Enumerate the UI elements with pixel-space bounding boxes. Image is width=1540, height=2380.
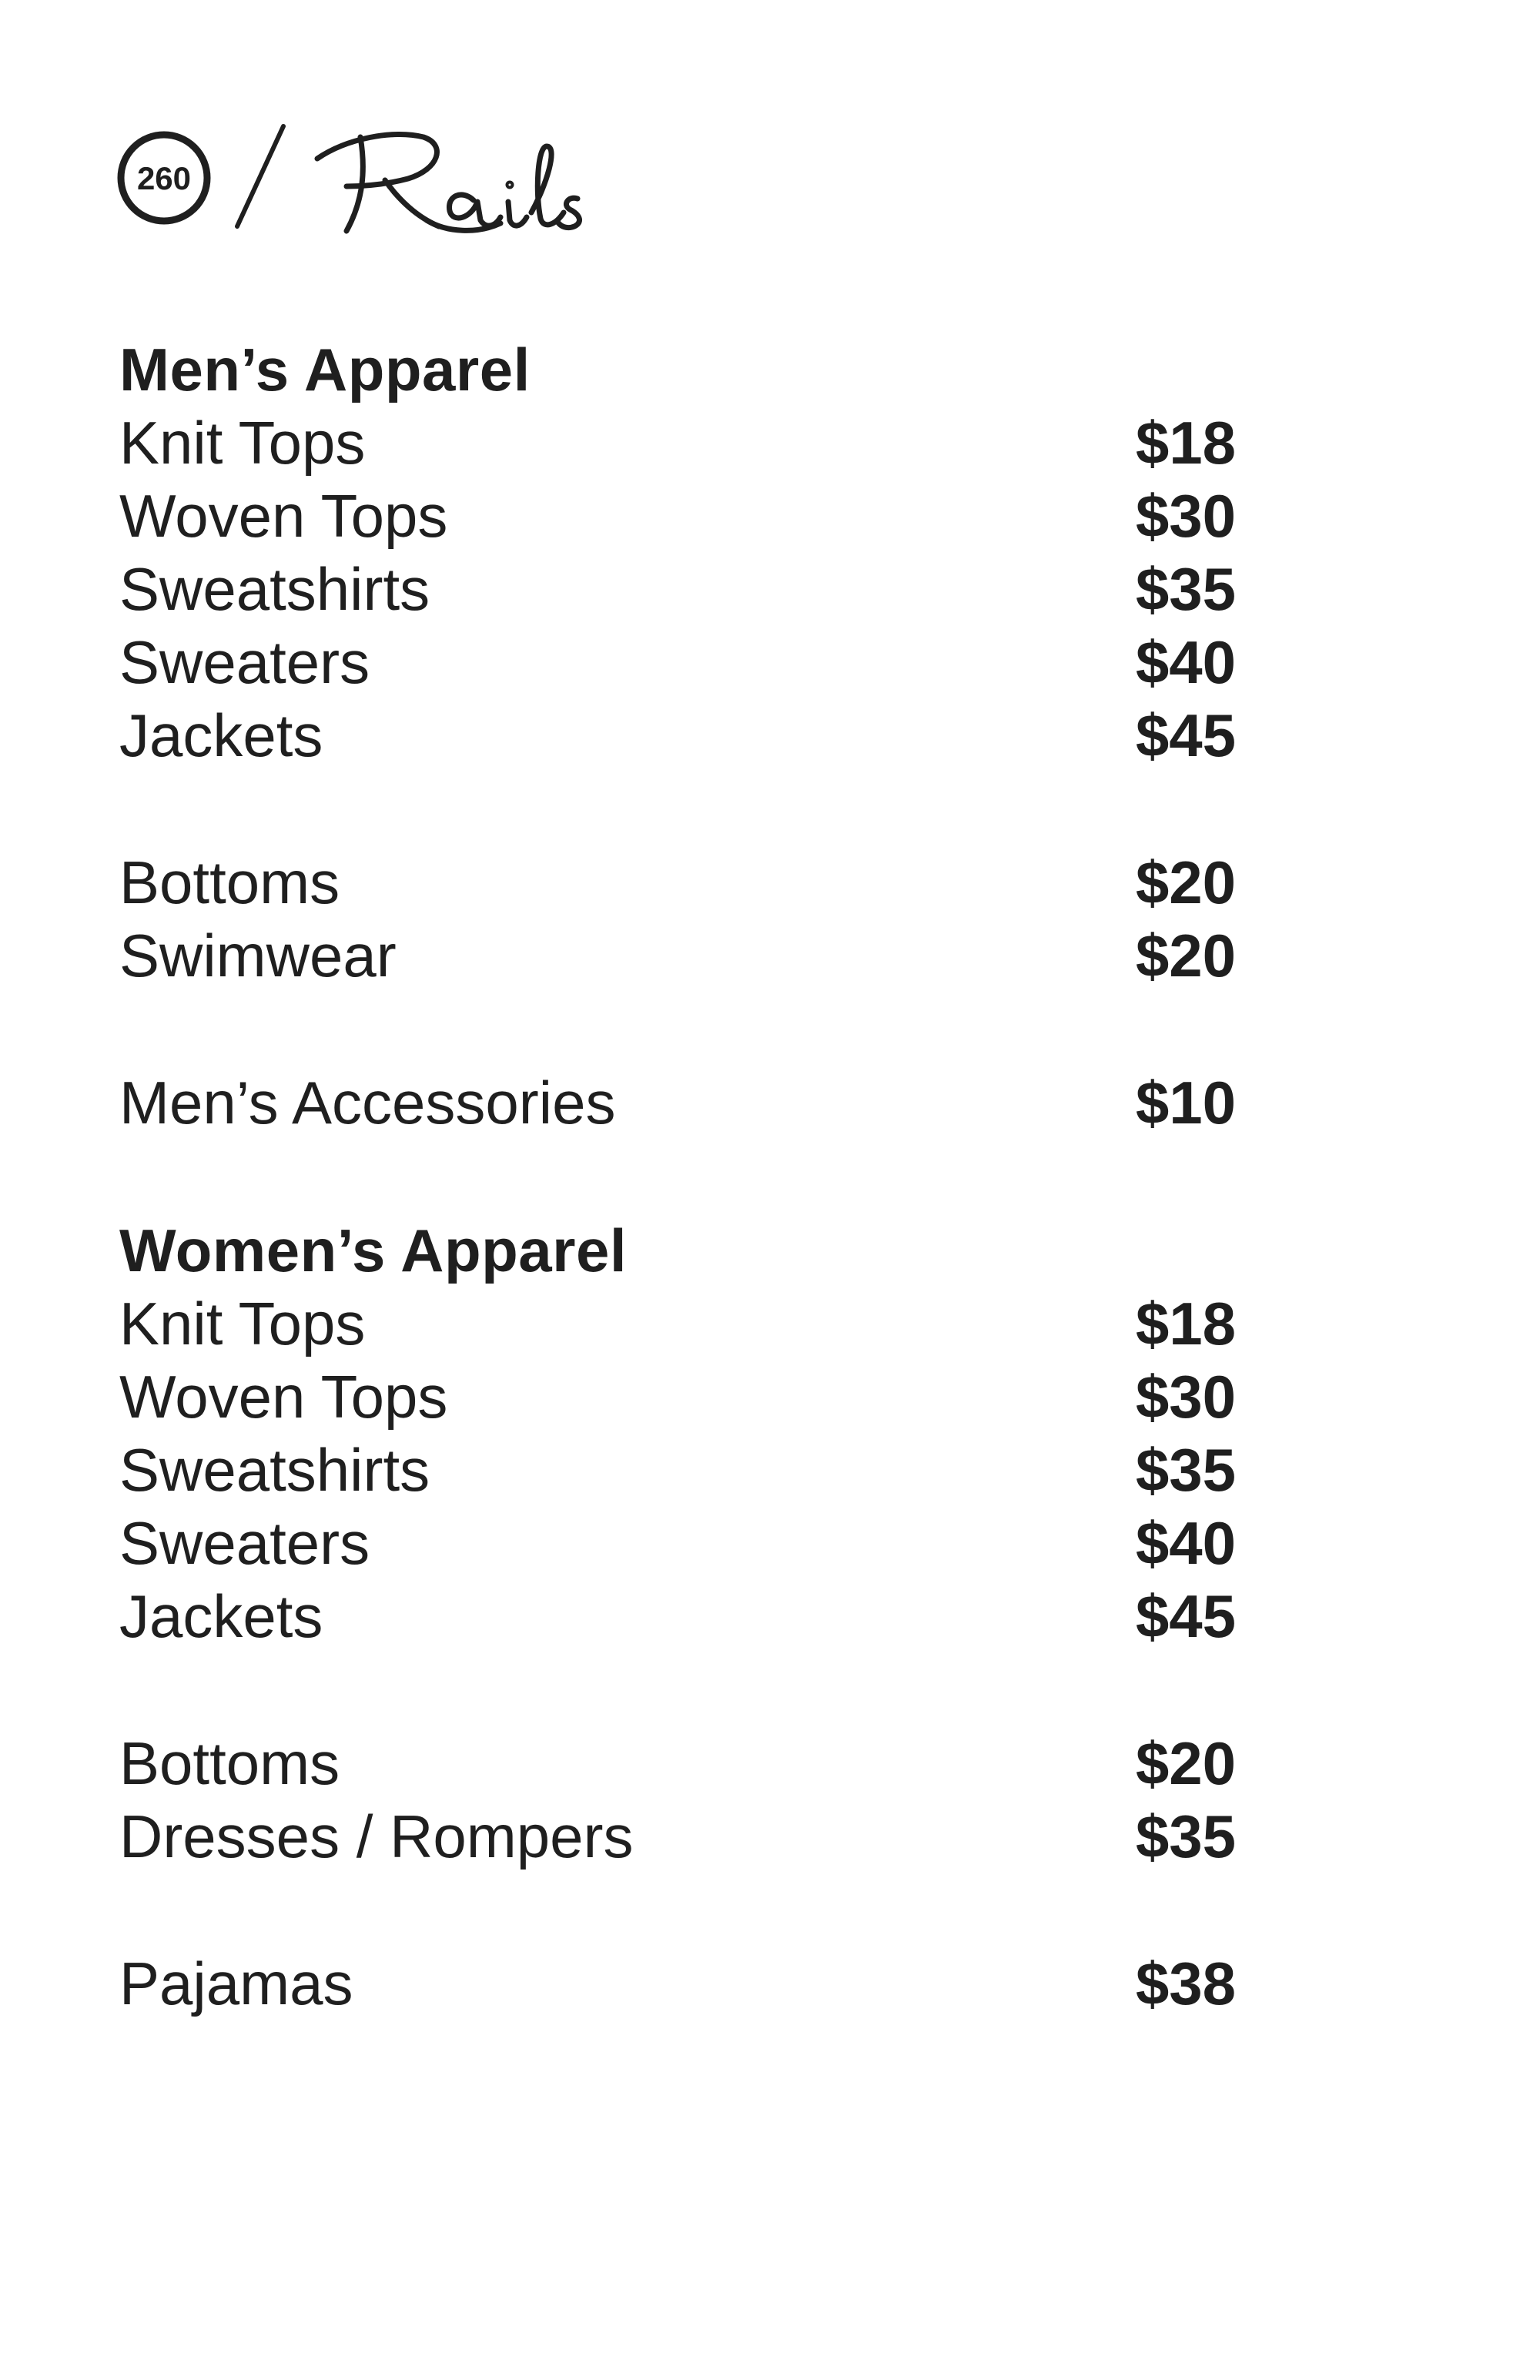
section-title: Women’s Apparel: [119, 1217, 628, 1284]
item-name: Knit Tops: [119, 1290, 366, 1357]
section-mens-apparel: [119, 333, 1236, 1140]
item-group: [119, 1947, 1236, 2020]
item-group: [119, 846, 1236, 993]
item-name: Bottoms: [119, 1729, 340, 1797]
price-row: [119, 1287, 1236, 1361]
item-price: $35: [1135, 1436, 1236, 1504]
section-title: Men’s Apparel: [119, 336, 531, 403]
item-name: Jackets: [119, 701, 323, 769]
item-name: Dresses / Rompers: [119, 1803, 634, 1870]
price-row: [119, 626, 1236, 699]
item-price: $38: [1135, 1950, 1236, 2017]
item-name: Bottoms: [119, 849, 340, 916]
logo-number: 260: [136, 160, 192, 196]
item-price: $40: [1135, 628, 1236, 696]
item-name: Sweatshirts: [119, 555, 430, 623]
price-row: [119, 407, 1236, 480]
item-name: Sweaters: [119, 1509, 370, 1577]
item-price: $18: [1135, 409, 1236, 477]
item-price: $30: [1135, 1363, 1236, 1431]
price-row: [119, 919, 1236, 993]
logo-graphic: [116, 115, 624, 254]
item-price: $40: [1135, 1509, 1236, 1577]
item-name: Jackets: [119, 1582, 323, 1650]
item-group: [119, 1066, 1236, 1140]
price-row: [119, 846, 1236, 919]
item-name: Pajamas: [119, 1950, 353, 2017]
item-price: $45: [1135, 701, 1236, 769]
price-row: [119, 699, 1236, 772]
item-price: $45: [1135, 1582, 1236, 1650]
item-price: $35: [1135, 555, 1236, 623]
item-name: Men’s Accessories: [119, 1069, 616, 1136]
price-row: [119, 1434, 1236, 1507]
item-name: Swimwear: [119, 922, 397, 989]
item-price: $20: [1135, 922, 1236, 989]
price-row: [119, 1947, 1236, 2020]
price-row: [119, 1361, 1236, 1434]
item-price: $18: [1135, 1290, 1236, 1357]
item-group: [119, 1727, 1236, 1873]
price-row: [119, 1507, 1236, 1580]
item-name: Sweaters: [119, 628, 370, 696]
price-row: [119, 1800, 1236, 1873]
price-row: [119, 1580, 1236, 1653]
item-price: $30: [1135, 482, 1236, 550]
item-name: Sweatshirts: [119, 1436, 430, 1504]
price-row: [119, 1066, 1236, 1140]
item-name: Woven Tops: [119, 482, 448, 550]
price-row: [119, 553, 1236, 626]
item-group: [119, 1287, 1236, 1653]
item-name: Knit Tops: [119, 409, 366, 477]
price-row: [119, 480, 1236, 553]
item-price: $35: [1135, 1803, 1236, 1870]
260-rails-logo: [116, 115, 624, 254]
item-price: $20: [1135, 1729, 1236, 1797]
item-price: $10: [1135, 1069, 1236, 1136]
item-name: Woven Tops: [119, 1363, 448, 1431]
price-row: [119, 1727, 1236, 1800]
section-womens-apparel: [119, 1213, 1236, 2020]
item-price: $20: [1135, 849, 1236, 916]
price-menu: [119, 333, 1236, 2020]
item-group: [119, 407, 1236, 772]
